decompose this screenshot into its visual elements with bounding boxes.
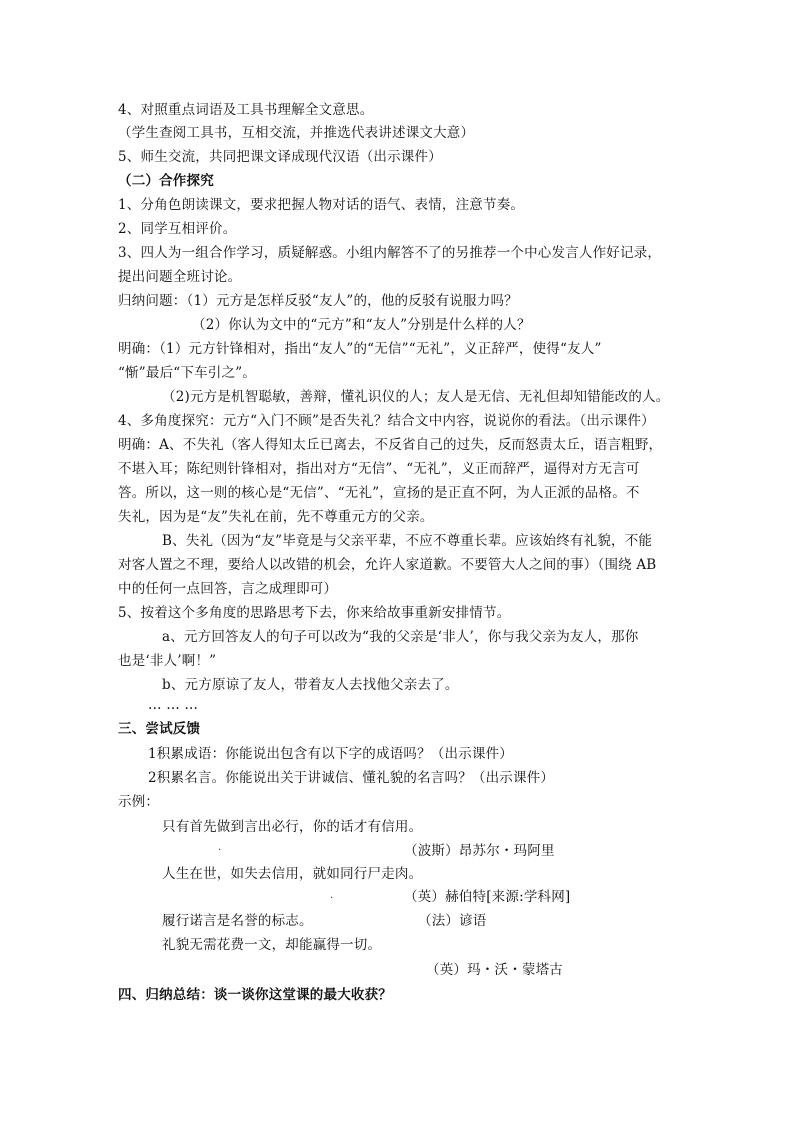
quote-attribution: （法）谚语 — [418, 913, 487, 929]
text-line: 答。所以，这一则的核心是“无信”、“无礼”，宣扬的是正直不阿，为人正派的品格。不 — [118, 485, 640, 501]
stray-dot: . — [330, 890, 334, 901]
text-line: 也是‘非人’啊！” — [118, 653, 217, 669]
section-heading: 四、归纳总结：谈一谈你这堂课的最大收获？ — [118, 987, 392, 1003]
text-line: 示例： — [118, 794, 160, 810]
text-line: 1积累成语：你能说出包含有以下字的成语吗？（出示课件） — [148, 746, 513, 762]
stray-dot: . — [218, 842, 222, 853]
text-line: b、元方原谅了友人，带着友人去找他父亲去了。 — [162, 677, 459, 693]
text-line: 归纳问题：（1）元方是怎样反驳“友人”的，他的反驳有说服力吗？ — [118, 293, 518, 309]
text-line: 1、分角色朗读课文，要求把握人物对话的语气、表情，注意节奏。 — [118, 197, 525, 213]
quote-attribution: （波斯）昂苏尔・玛阿里 — [404, 843, 555, 859]
text-line: 3、四人为一组合作学习，质疑解惑。小组内解答不了的另推荐一个中心发言人作好记录， — [118, 245, 662, 261]
ellipsis: … … … — [148, 697, 199, 713]
quote-line: 人生在世，如失去信用，就如同行尸走肉。 — [162, 866, 423, 882]
quote-line: 礼貌无需花费一文，却能赢得一切。 — [162, 937, 382, 953]
text-line: 4、对照重点词语及工具书理解全文意思。 — [118, 102, 374, 118]
text-line: 明确：（1）元方针锋相对，指出“友人”的“无信”“无礼”，义正辞严，使得“友人” — [118, 341, 602, 357]
text-line: 对客人置之不理，要给人以改错的机会，允许人家道歉。不要管大人之间的事）（围绕 AB — [118, 557, 657, 573]
text-line: 提出问题全班讨论。 — [118, 269, 242, 285]
text-line: （学生查阅工具书，互相交流，并推选代表讲述课文大意） — [118, 125, 475, 141]
text-line: 失礼，因为是“友”失礼在前，先不尊重元方的父亲。 — [118, 509, 434, 525]
section-heading: 三、尝试反馈 — [118, 721, 201, 737]
quote-line: 履行诺言是名誉的标志。 — [162, 913, 313, 929]
text-line: a、元方回答友人的句子可以改为“我的父亲是‘非人’，你与我父亲为友人，那你 — [162, 629, 639, 645]
text-line: 不堪入耳；陈纪则针锋相对，指出对方“无信”、“无礼”，义正而辞严，逼得对方无言可 — [118, 461, 640, 477]
text-line: （2）你认为文中的“元方”和“友人”分别是什么样的人？ — [192, 317, 531, 333]
text-line: 2、同学互相评价。 — [118, 221, 237, 237]
text-line: （2)元方是机智聪敏，善辩，懂礼识仪的人；友人是无信、无礼但却知错能改的人。 — [162, 389, 670, 405]
text-line: 5、按着这个多角度的思路思考下去，你来给故事重新安排情节。 — [118, 605, 511, 621]
text-line: 中的任何一点回答，言之成理即可） — [118, 581, 338, 597]
text-line: “惭”最后“下车引之”。 — [118, 365, 257, 381]
quote-attribution: （英）玛・沃・蒙塔古 — [426, 962, 563, 978]
quote-line: 只有首先做到言出必行，你的话才有信用。 — [162, 819, 423, 835]
text-line: 2积累名言。你能说出关于讲诚信、懂礼貌的名言吗？（出示课件） — [148, 770, 555, 786]
quote-attribution: （英）赫伯特[来源:学科网] — [404, 889, 571, 905]
section-heading: （二）合作探究 — [118, 173, 214, 189]
text-line: 明确：A、不失礼（客人得知太丘已离去，不反省自己的过失，反而怒责太丘，语言粗野， — [118, 437, 663, 453]
text-line: 5、师生交流，共同把课文译成现代汉语（出示课件） — [118, 149, 442, 165]
text-line: 4、多角度探究：元方“入门不顾”是否失礼？结合文中内容，说说你的看法。（出示课件） — [118, 413, 655, 429]
text-line: B、失礼（因为“友”毕竟是与父亲平辈，不应不尊重长辈。应该始终有礼貌，不能 — [162, 533, 653, 549]
